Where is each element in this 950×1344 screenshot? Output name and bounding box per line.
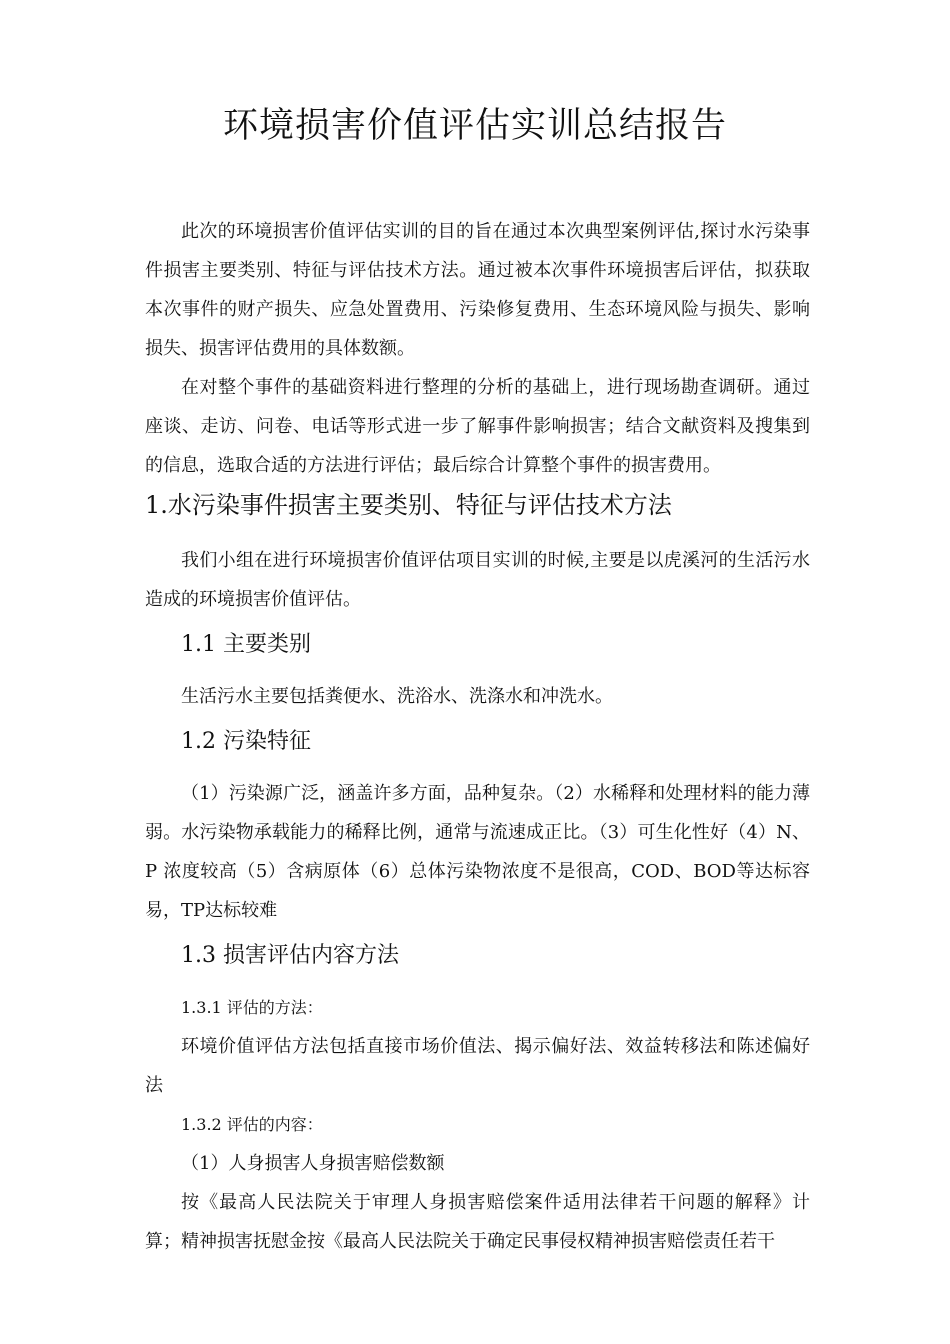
section-1-3-1-label: 1.3.1 评估的方法： <box>181 998 323 1017</box>
intro-paragraph-2: 在对整个事件的基础资料进行整理的分析的基础上，进行现场勘查调研。通过座谈、走访、问卷、电话等形式进一步了解事件影响损害；结合文献资料及搜集到的信息，选取合适的方法进行评估；最后综合计算整个事件的损害费用。 <box>145 377 810 476</box>
section-1-3-1-paragraph: 环境价值评估方法包括直接市场价值法、揭示偏好法、效益转移法和陈述偏好法 <box>145 1036 810 1096</box>
section-1-heading: 1.水污染事件损害主要类别、特征与评估技术方法 <box>145 491 672 519</box>
section-1-1-paragraph: 生活污水主要包括粪便水、洗浴水、洗涤水和冲洗水。 <box>181 686 613 707</box>
section-1-3-2-item-1-paragraph: 按《最高人民法院关于审理人身损害赔偿案件适用法律若干问题的解释》计算；精神损害抚慰金按《最高人民法院关于确定民事侵权精神损害赔偿责任若干 <box>145 1192 810 1252</box>
section-1-paragraph: 我们小组在进行环境损害价值评估项目实训的时候,主要是以虎溪河的生活污水造成的环境损害价值评估。 <box>145 550 810 610</box>
section-1-3-heading: 1.3 损害评估内容方法 <box>181 943 399 968</box>
document-body <box>145 212 810 1261</box>
document-title: 环境损害价值评估实训总结报告 <box>222 106 727 146</box>
section-1-1-heading: 1.1 主要类别 <box>181 632 311 657</box>
section-1-3-2-item-1-label: （1）人身损害人身损害赔偿数额 <box>181 1153 445 1174</box>
section-1-3-2-label: 1.3.2 评估的内容： <box>181 1115 323 1134</box>
section-1-2-paragraph: （1）污染源广泛，涵盖许多方面，品种复杂。（2）水稀释和处理材料的能力薄弱。水污染物承载能力的稀释比例，通常与流速成正比。（3）可生化性好（4）N、P 浓度较高（5）含病原体（6）总体污染物浓度不是很高，COD、BOD等达标容易，TP达标较难 <box>145 783 810 921</box>
intro-paragraph-1: 此次的环境损害价值评估实训的目的旨在通过本次典型案例评估,探讨水污染事件损害主要类别、特征与评估技术方法。通过被本次事件环境损害后评估，拟获取本次事件的财产损失、应急处置费用、污染修复费用、生态环境风险与损失、影响损失、损害评估费用的具体数额。 <box>145 221 810 359</box>
section-1-2-heading: 1.2 污染特征 <box>181 729 311 754</box>
